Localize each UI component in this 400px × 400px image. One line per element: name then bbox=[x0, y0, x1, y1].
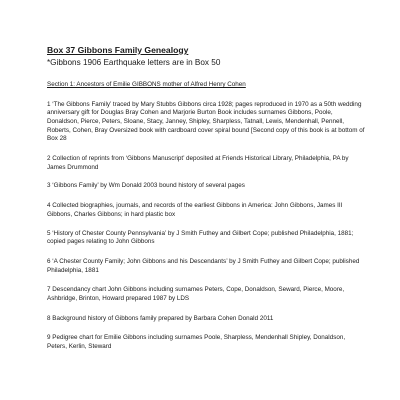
list-item: 1 ‘The Gibbons Family’ traced by Mary Stubbs Gibbons circa 1928; pages reproduced in 1970 as a 50th wedding anniversary gift for Douglas Bray Cohen and Marjorie Burton Book includes surnames Gibbons, Poole, Donaldson, Pierce, Peters, Sloane, Stacy, Janney, Shipley, Sharpless, Tatnall, Lewis, Mendenhall, Pennell, Roberts, Cohen, Bray Oversized book with cardboard cover spiral bound [Second copy of this book is at bottom of Box 28 bbox=[47, 100, 365, 143]
list-item: 4 Collected biographies, journals, and records of the earliest Gibbons in America: John Gibbons, James III Gibbons, Charles Gibbons; in hard plastic box bbox=[47, 202, 343, 218]
list-item: 6 ‘A Chester County Family; John Gibbons and his Descendants’ by J Smith Futhey and Gilbert Cope; published Philadelphia, 1881 bbox=[47, 257, 360, 274]
document-note: *Gibbons 1906 Earthquake letters are in Box 50 bbox=[47, 58, 221, 67]
list-item: 8 Background history of Gibbons family prepared by Barbara Cohen Donald 2011 bbox=[47, 314, 274, 322]
list-item: 7 Descendancy chart John Gibbons including surnames Peters, Cope, Donaldson, Seward, Pierce, Moore, Ashbridge, Brinton, Howard prepared 1987 by LDS bbox=[47, 286, 345, 303]
list-item: 3 ‘Gibbons Family’ by Wm Donald 2003 bound history of several pages bbox=[47, 182, 245, 190]
document-title: Box 37 Gibbons Family Genealogy bbox=[47, 45, 189, 55]
list-item: 2 Collection of reprints from ‘Gibbons Manuscript’ deposited at Friends Historical Library, Philadelphia, PA by James Drummond bbox=[47, 155, 349, 171]
list-item: 5 ‘History of Chester County Pennsylvania’ by J Smith Futhey and Gilbert Cope; published Philadelphia, 1881; copied pages relating to John Gibbons bbox=[47, 229, 354, 246]
list-item: 9 Pedigree chart for Emilie Gibbons including surnames Poole, Sharpless, Mendenhall Shipley, Donaldson, Peters, Kerlin, Steward bbox=[47, 334, 346, 351]
document-page bbox=[47, 45, 365, 352]
section-heading: Section 1: Ancestors of Emilie GIBBONS mother of Alfred Henry Cohen bbox=[47, 81, 246, 88]
